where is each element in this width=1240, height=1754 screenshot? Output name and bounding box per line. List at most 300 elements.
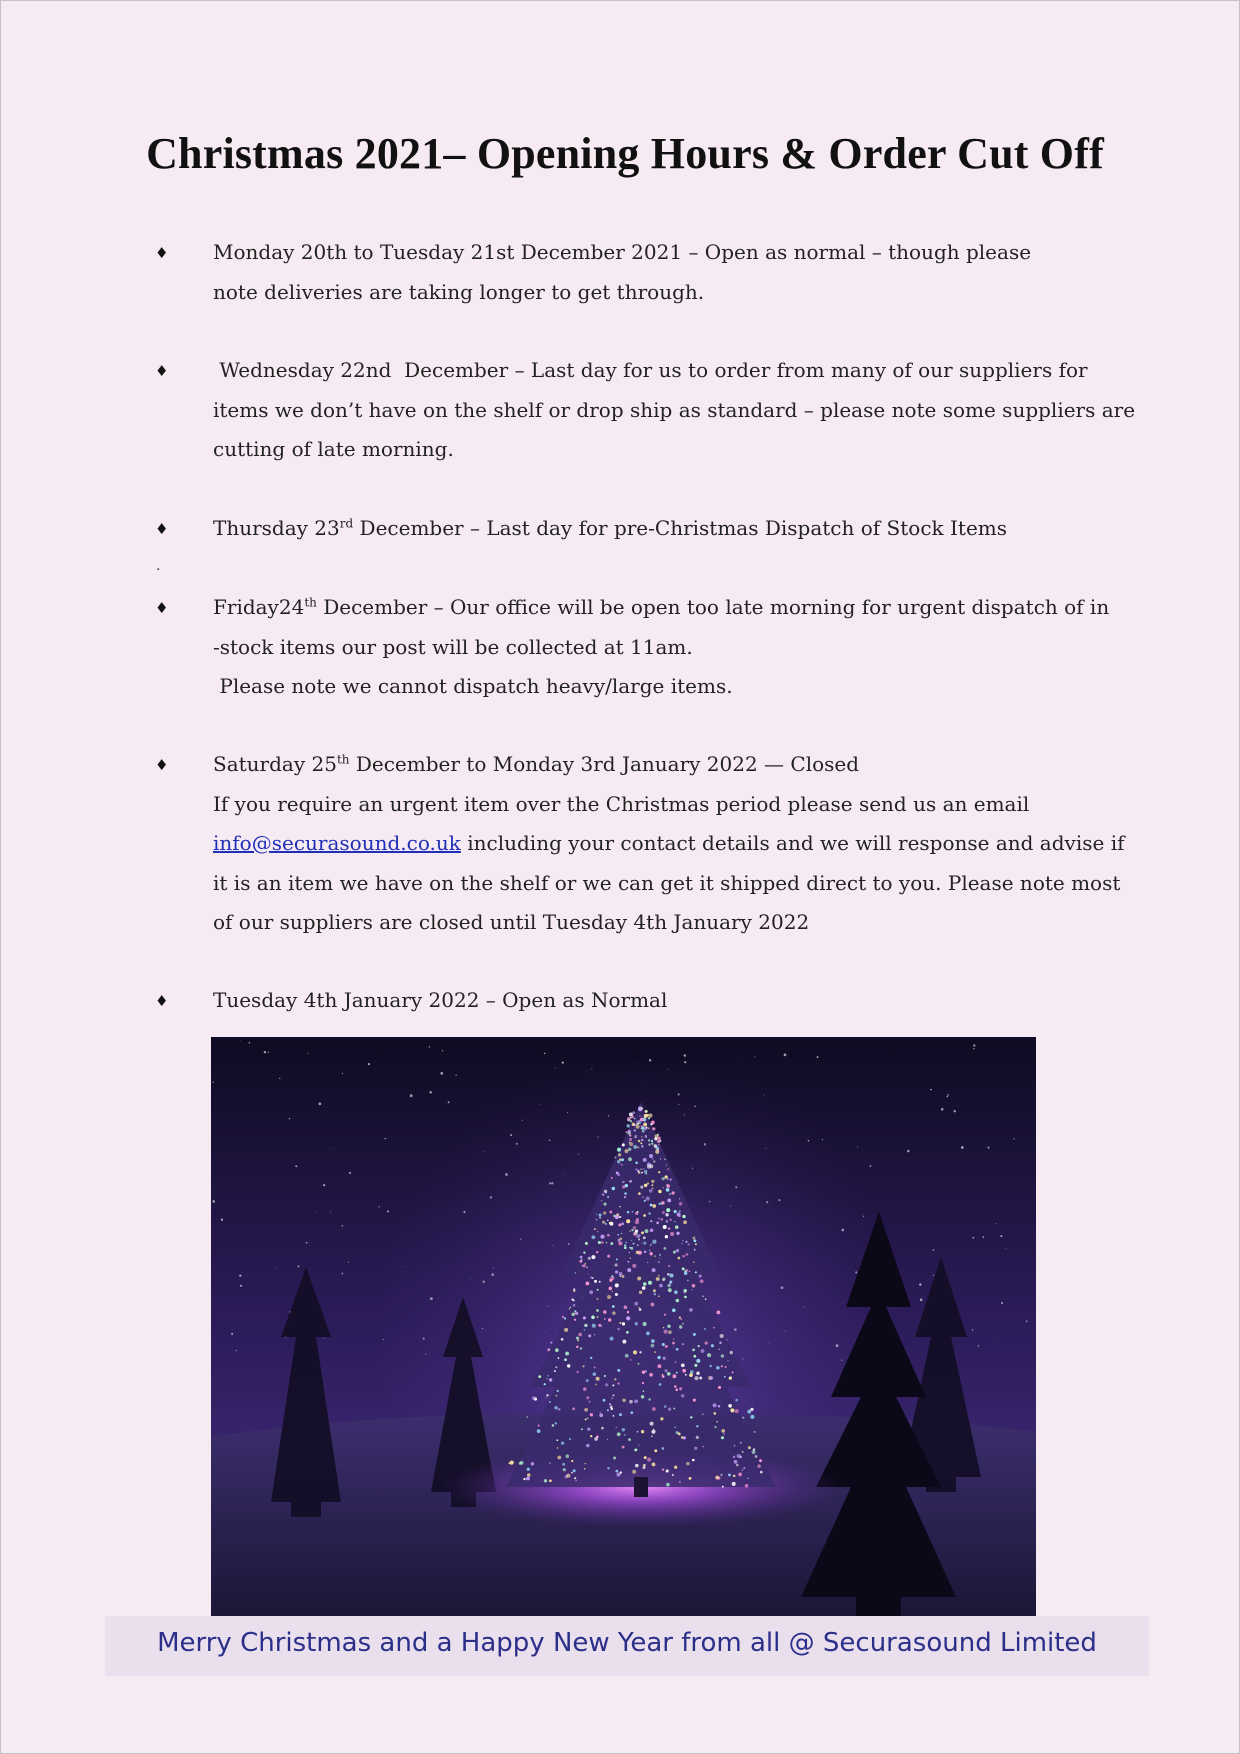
tree-light [666, 1483, 670, 1487]
tree-light [510, 1461, 514, 1465]
tree-light [732, 1482, 736, 1486]
tree-light [622, 1185, 625, 1188]
tree-light [621, 1222, 624, 1225]
tree-light [585, 1242, 588, 1245]
tree-light [665, 1213, 668, 1216]
superscript: th [304, 595, 317, 610]
tree-light [649, 1189, 653, 1193]
superscript: th [336, 752, 350, 767]
tree-light [676, 1249, 679, 1252]
tree-light [605, 1223, 607, 1225]
item-line: Wednesday 22nd December – Last day for us to order from many of our suppliers for [213, 358, 1088, 382]
tree-light [694, 1376, 698, 1380]
tree-light [696, 1371, 700, 1375]
tree-light [585, 1418, 587, 1420]
tree-light [643, 1123, 647, 1127]
star [870, 1165, 872, 1167]
tree-light [676, 1232, 679, 1235]
tree-light [754, 1431, 756, 1433]
tree-light [755, 1455, 758, 1458]
tree-light [658, 1171, 660, 1173]
tree-light [617, 1369, 620, 1372]
tree-light [659, 1254, 661, 1256]
tree-light [743, 1467, 745, 1469]
tree-light [637, 1146, 639, 1148]
tree-light [596, 1298, 598, 1300]
tree-light [698, 1345, 700, 1347]
tree-light [630, 1359, 632, 1361]
tree-light [668, 1330, 672, 1334]
star [323, 1184, 325, 1186]
bullet-icon [155, 245, 171, 261]
tree-light [675, 1361, 677, 1363]
item-line: -stock items our post will be collected at 11am. [213, 634, 693, 659]
tree-light [627, 1261, 629, 1263]
tree-light [580, 1347, 582, 1349]
tree-light [612, 1305, 615, 1308]
tree-light [631, 1115, 634, 1118]
tree-light [603, 1310, 607, 1314]
tree-light [571, 1313, 575, 1317]
tree-light [531, 1462, 534, 1465]
tree-light [672, 1342, 675, 1345]
tree-light [714, 1412, 717, 1415]
tree-light [682, 1240, 684, 1242]
tree-light [621, 1233, 622, 1234]
star [448, 1101, 450, 1103]
tree-light [631, 1240, 632, 1241]
tree-light [665, 1369, 668, 1372]
tree-light [600, 1235, 604, 1239]
tree-light [726, 1339, 727, 1340]
star [1006, 1248, 1007, 1249]
tree-light [581, 1259, 582, 1260]
tree-light [663, 1327, 664, 1328]
tree-light [742, 1469, 744, 1471]
star [213, 1082, 214, 1083]
tree-light [571, 1460, 573, 1462]
tree-light [526, 1477, 530, 1481]
tree-light [617, 1382, 619, 1384]
tree-light [631, 1229, 633, 1231]
star [279, 1078, 280, 1079]
tree-light [611, 1398, 613, 1400]
tree-light [609, 1287, 613, 1291]
tree-light [587, 1427, 590, 1430]
tree-light [632, 1264, 636, 1268]
tree-light [674, 1290, 678, 1294]
tree-light [607, 1409, 609, 1411]
tree-light [612, 1311, 615, 1314]
tree-light [615, 1215, 619, 1219]
star [315, 1212, 316, 1213]
tree-light [627, 1268, 631, 1272]
tree-light [713, 1403, 717, 1407]
tree-light [735, 1409, 739, 1413]
tree-light [634, 1129, 637, 1132]
tree-light [645, 1173, 647, 1175]
tree-light [624, 1247, 627, 1250]
tree-light [745, 1484, 749, 1488]
tree-light [678, 1257, 681, 1260]
tree-light [622, 1322, 625, 1325]
tree-light [640, 1168, 641, 1169]
tree-light [609, 1222, 611, 1224]
tree-light [652, 1158, 654, 1160]
tree-light [591, 1316, 595, 1320]
tree-light [648, 1143, 650, 1145]
tree-light [639, 1115, 640, 1116]
tree-light [625, 1149, 629, 1153]
tree-light [668, 1227, 670, 1229]
tree-light [699, 1377, 702, 1380]
star [947, 1094, 949, 1096]
tree-light [666, 1220, 669, 1223]
tree-light [617, 1234, 619, 1236]
tree-light [656, 1221, 659, 1224]
star [954, 1110, 956, 1112]
tree-light [596, 1309, 599, 1312]
tree-light [657, 1364, 661, 1368]
tree-light [582, 1365, 584, 1367]
tree-light [647, 1182, 649, 1184]
tree-light [681, 1394, 685, 1398]
tree-light [621, 1164, 623, 1166]
tree-light [622, 1428, 625, 1431]
tree-light [728, 1404, 732, 1408]
tree-light [565, 1352, 569, 1356]
star [946, 1096, 948, 1098]
tree-light [632, 1211, 634, 1213]
tree-light [640, 1128, 641, 1129]
tree-light [643, 1322, 647, 1326]
tree-light [636, 1234, 640, 1238]
tree-light [633, 1350, 637, 1354]
tree-light [650, 1422, 654, 1426]
tree-light [705, 1298, 707, 1300]
tree-light [620, 1471, 622, 1473]
tree-light [612, 1394, 614, 1396]
tree-light [605, 1192, 607, 1194]
tree-light [679, 1387, 682, 1390]
tree-light [687, 1243, 689, 1245]
tree-light [670, 1178, 672, 1180]
tree-light [523, 1478, 525, 1480]
star [941, 1108, 944, 1111]
tree-light [594, 1228, 596, 1230]
tree-light [618, 1153, 621, 1156]
tree-light [619, 1322, 621, 1324]
tree-light [546, 1397, 547, 1398]
tree-light [742, 1451, 744, 1453]
item-line: Please note we cannot dispatch heavy/large items. [213, 674, 733, 698]
tree-light [561, 1338, 564, 1341]
tree-light [635, 1162, 638, 1165]
tree-light [643, 1390, 645, 1392]
star [297, 1265, 299, 1267]
tree-light [667, 1168, 669, 1170]
tree-light [629, 1230, 630, 1231]
tree-light [611, 1177, 613, 1179]
tree-light [622, 1340, 626, 1344]
tree-light [650, 1229, 654, 1233]
tree-light [672, 1474, 674, 1476]
tree-light [625, 1354, 629, 1358]
tree-light [735, 1399, 738, 1402]
tree-light [574, 1310, 576, 1312]
tree-light [722, 1486, 724, 1488]
tree-light [594, 1334, 595, 1335]
tree-light [698, 1274, 701, 1277]
tree-light [572, 1299, 574, 1301]
tree-light [557, 1456, 561, 1460]
star [930, 1089, 932, 1091]
tree-light [695, 1271, 697, 1273]
tree-light [654, 1351, 656, 1353]
tree-light [689, 1373, 693, 1377]
tree-light [716, 1366, 720, 1370]
tree-light [658, 1295, 660, 1297]
tree-light [634, 1448, 637, 1451]
item-line [213, 588, 1158, 628]
tree-light [650, 1204, 653, 1207]
tree-light [630, 1120, 632, 1122]
tree-light [705, 1342, 708, 1345]
tree-light [696, 1425, 698, 1427]
tree-light [643, 1242, 646, 1245]
tree-light [652, 1204, 656, 1208]
tree-light [635, 1464, 638, 1467]
star [907, 1150, 909, 1152]
tree-light [633, 1226, 636, 1229]
tree-light [651, 1143, 653, 1145]
tree-light [592, 1235, 596, 1239]
tree-light [607, 1255, 610, 1258]
tree-light [619, 1413, 622, 1416]
tree-light [692, 1237, 695, 1240]
tree-light [633, 1145, 637, 1149]
tree-light [650, 1303, 654, 1307]
item-line: cutting of late morning. [213, 437, 454, 461]
tree-light [677, 1213, 681, 1217]
star [817, 1056, 819, 1058]
footer-message: Merry Christmas and a Happy New Year from all @ Securasound Limited [157, 1628, 1097, 1658]
bullet-icon [155, 757, 171, 773]
tree-light [527, 1473, 531, 1477]
tree-light [596, 1377, 600, 1381]
tree-light [681, 1363, 685, 1367]
email-link[interactable]: info@securasound.co.uk [213, 831, 461, 855]
star [240, 1285, 242, 1287]
tree-light [618, 1239, 621, 1242]
tree-light [576, 1371, 578, 1373]
tree-light [701, 1349, 705, 1353]
tree-light [596, 1251, 598, 1253]
tree-light [564, 1328, 568, 1332]
tree-light [730, 1408, 734, 1412]
tree-light [639, 1308, 642, 1311]
star [1026, 1320, 1028, 1322]
tree-light [547, 1375, 548, 1376]
item-line: If you require an urgent item over the Christmas period please send us an email [213, 791, 1030, 816]
tree-light [642, 1466, 645, 1469]
tree-light [679, 1481, 681, 1483]
tree-light [753, 1448, 755, 1450]
tree-light [736, 1464, 739, 1467]
tree-light [583, 1387, 587, 1391]
tree-light [668, 1408, 671, 1411]
tree-light [639, 1291, 642, 1294]
tree-light [627, 1311, 629, 1313]
tree-light [626, 1219, 630, 1223]
tree-light [668, 1265, 670, 1267]
tree-light [675, 1225, 679, 1229]
tree-light [588, 1334, 591, 1337]
tree-light [718, 1405, 721, 1408]
tree-light [655, 1134, 659, 1138]
star [307, 1053, 308, 1054]
tree-light [640, 1142, 642, 1144]
star [249, 1042, 251, 1044]
tree-light [652, 1462, 656, 1466]
tree-light [651, 1243, 652, 1244]
star [555, 1068, 556, 1069]
tree-light [592, 1277, 594, 1279]
tree-light [567, 1364, 570, 1367]
tree-light [719, 1349, 720, 1350]
tree-light [636, 1125, 640, 1129]
item-line: items we don’t have on the shelf or drop ship as standard – please note some suppliers are [213, 397, 1136, 422]
tree-light [659, 1383, 662, 1386]
tree-light [605, 1383, 608, 1386]
tree-light [622, 1182, 623, 1183]
tree-light [693, 1399, 696, 1402]
tree-light [646, 1197, 650, 1201]
item-rest: including your contact details and we will response and advise if [460, 831, 1125, 855]
tree-light [595, 1384, 597, 1386]
tree-light [728, 1473, 731, 1476]
tree-light [629, 1142, 631, 1144]
tree-light [651, 1180, 654, 1183]
tree-light [653, 1289, 656, 1292]
tree-light [682, 1215, 685, 1218]
tree-light [659, 1203, 661, 1205]
tree-light [544, 1383, 546, 1385]
tree-light [642, 1130, 645, 1133]
tree-light [646, 1332, 650, 1336]
tree-light [620, 1216, 622, 1218]
star [544, 1053, 545, 1054]
tree-light [682, 1267, 685, 1270]
tree-light [658, 1144, 659, 1145]
star [387, 1210, 389, 1212]
tree-light [586, 1324, 587, 1325]
tree-light [576, 1346, 578, 1348]
tree-light [645, 1229, 649, 1233]
tree-light [550, 1341, 552, 1343]
tree-light [624, 1244, 626, 1246]
tree-light [615, 1263, 618, 1266]
tree-light [663, 1225, 667, 1229]
tree-light [642, 1286, 646, 1290]
tree-light [642, 1196, 644, 1198]
tree-light [716, 1421, 718, 1423]
tree-light [602, 1221, 605, 1224]
tree-light [638, 1171, 640, 1173]
tree-light [641, 1139, 644, 1142]
tree-light [690, 1416, 692, 1418]
tree-light [617, 1328, 620, 1331]
tree-light [658, 1261, 660, 1263]
tree-light [652, 1127, 655, 1130]
tree-light [657, 1356, 660, 1359]
tree-light [644, 1170, 648, 1174]
tree-light [549, 1479, 552, 1482]
star [440, 1072, 443, 1075]
tree-light [674, 1210, 677, 1213]
tree-light [752, 1450, 756, 1454]
tree-light [586, 1396, 589, 1399]
tree-light [702, 1414, 704, 1416]
tree-light [721, 1365, 723, 1367]
tree-light [607, 1220, 608, 1221]
tree-light [704, 1328, 706, 1330]
tree-light [607, 1234, 610, 1237]
tree-light [586, 1444, 589, 1447]
tree-light [682, 1369, 686, 1373]
tree-light [589, 1290, 593, 1294]
star [754, 1056, 755, 1057]
star [933, 1249, 935, 1251]
tree-light [562, 1316, 564, 1318]
tree-light [591, 1255, 595, 1259]
tree-light [676, 1299, 680, 1303]
tree-light [672, 1309, 676, 1313]
tree-light [564, 1317, 566, 1319]
tree-light [596, 1219, 598, 1221]
bullet-icon [155, 521, 171, 537]
tree-light [676, 1348, 679, 1351]
tree-light [667, 1325, 670, 1328]
tree-light [674, 1221, 675, 1222]
tree-light [651, 1430, 655, 1434]
tree-light [556, 1390, 558, 1392]
tree-light [586, 1267, 588, 1269]
tree-light [584, 1408, 588, 1412]
tree-light [720, 1474, 722, 1476]
tree-light [652, 1188, 654, 1190]
tree-light [580, 1256, 583, 1259]
tree-light [599, 1281, 601, 1283]
tree-light [526, 1416, 528, 1418]
tree-light [650, 1245, 651, 1246]
tree-light [654, 1255, 655, 1256]
tree-light [570, 1307, 571, 1308]
tree-light [607, 1439, 608, 1440]
star [1001, 1302, 1003, 1304]
tree-light [583, 1251, 585, 1253]
tree-light [734, 1460, 738, 1464]
star [978, 1345, 979, 1346]
tree-light [665, 1345, 668, 1348]
tree-light [569, 1438, 571, 1440]
tree-light [684, 1296, 687, 1299]
tree-light [590, 1357, 592, 1359]
tree-light [599, 1214, 602, 1217]
tree-light [574, 1300, 576, 1302]
tree-light [692, 1459, 695, 1462]
tree-light [588, 1401, 590, 1403]
